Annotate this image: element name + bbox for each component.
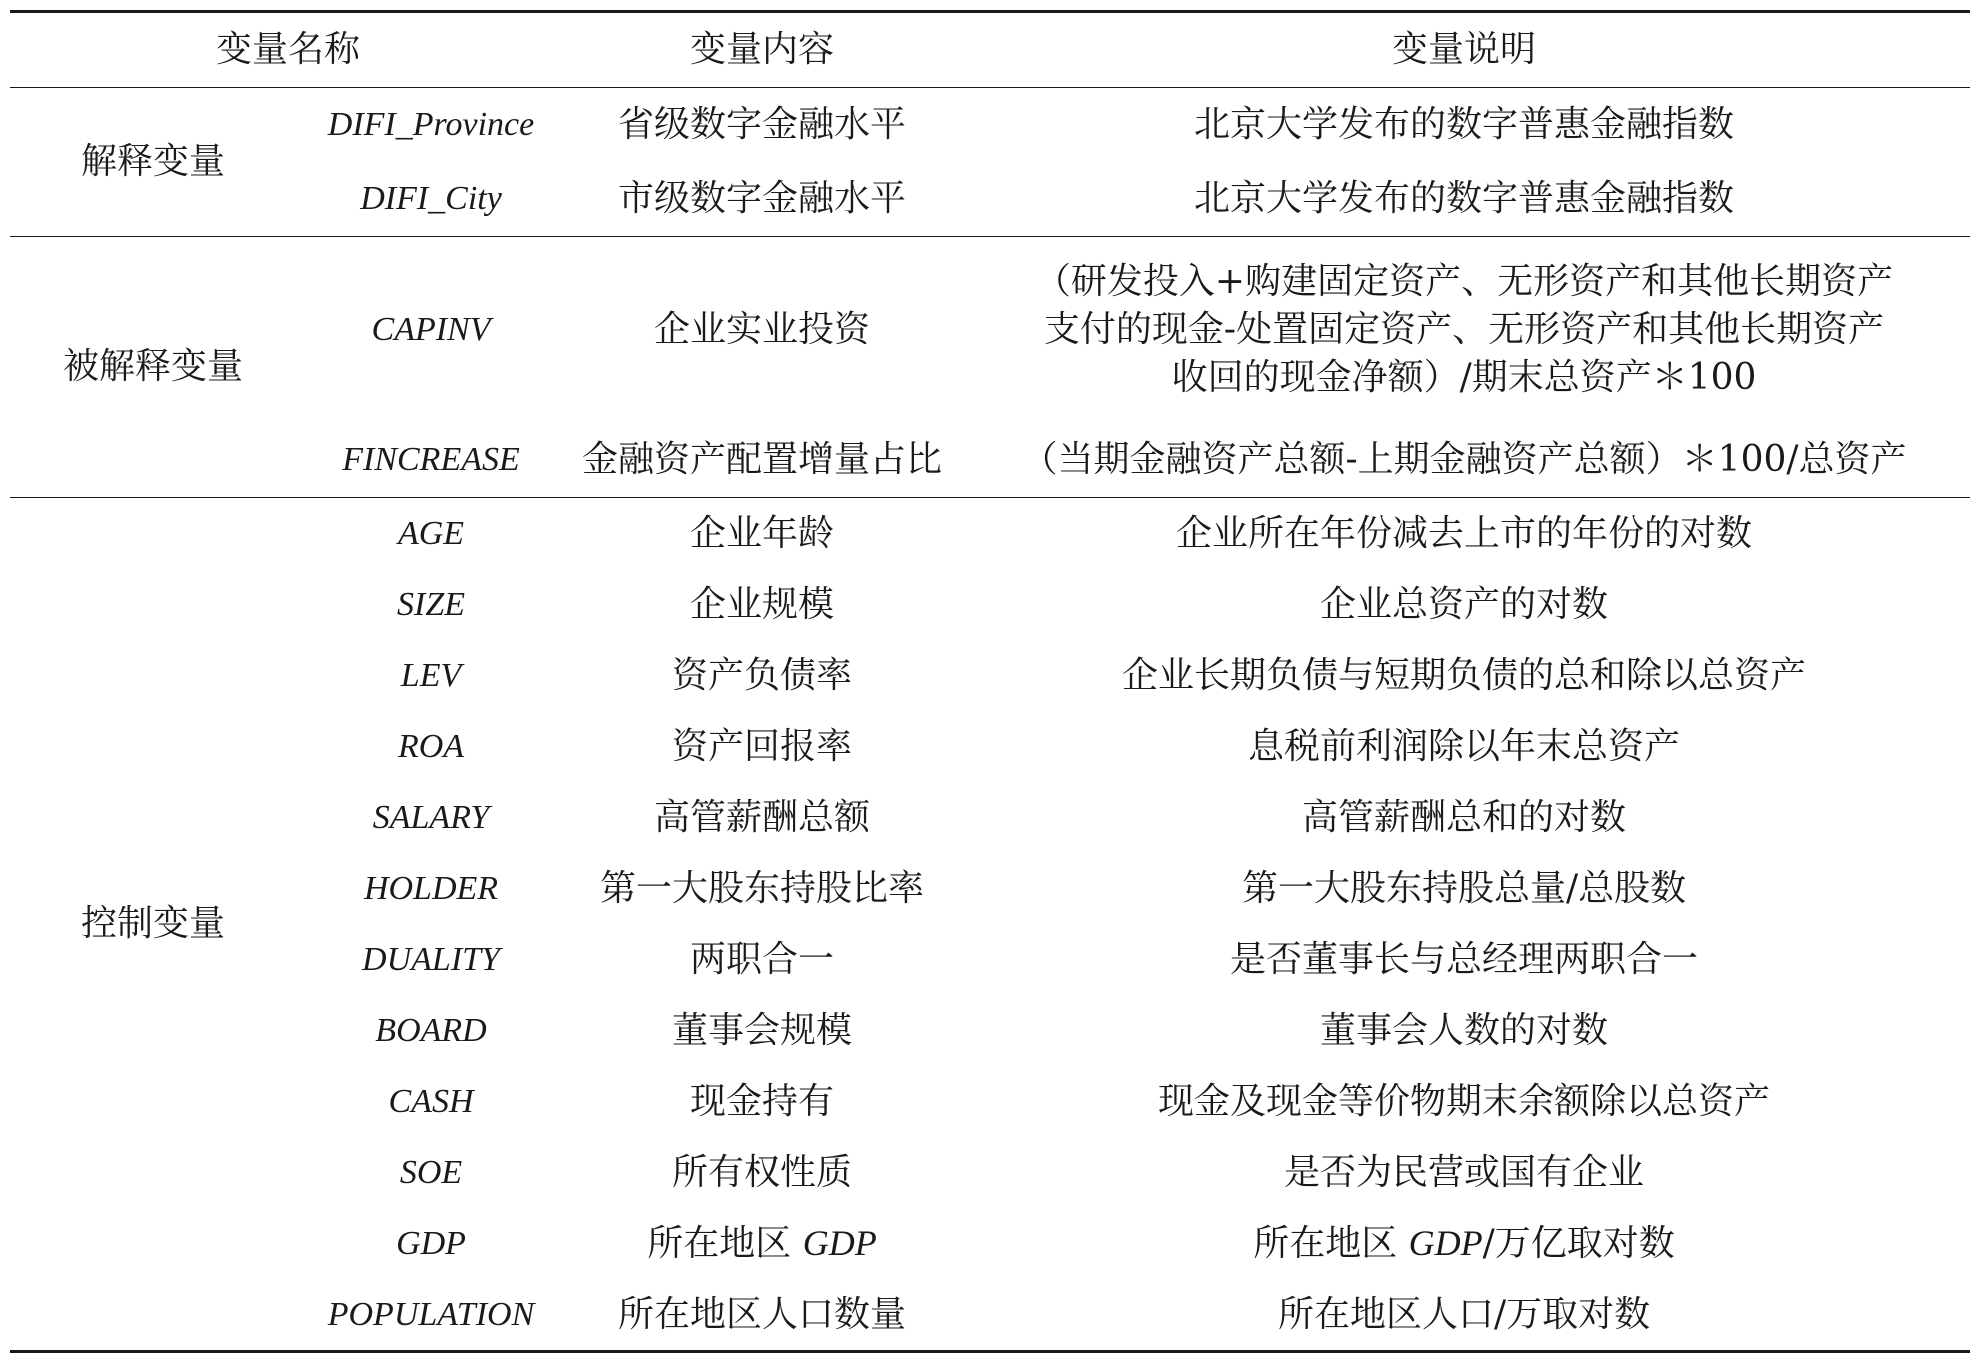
variable-description (958, 1208, 1970, 1279)
variable-content: 企业年龄 (690, 512, 835, 554)
variable-description: 企业所在年份减去上市的年份的对数 (1176, 512, 1753, 554)
variable-content: 资产负债率 (672, 654, 853, 696)
variable-name: DUALITY (362, 940, 500, 978)
variable-description: 企业总资产的对数 (1320, 583, 1609, 625)
variable-description: （当期金融资产总额-上期金融资产总额）＊100/总资产 (958, 423, 1970, 498)
variable-name: ROA (397, 727, 465, 765)
control-variables-block (10, 498, 1970, 1352)
table-row (10, 640, 1970, 711)
variable-name: FINCREASE (296, 423, 566, 498)
variable-description: 高管薪酬总和的对数 (1302, 796, 1627, 838)
header-variable-name: 变量名称 (10, 12, 566, 88)
variable-name: CAPINV (371, 311, 491, 348)
content-italic-term: GDP (802, 1223, 877, 1263)
group-label-explained: 被解释变量 (10, 237, 296, 498)
variable-content: 第一大股东持股比率 (600, 867, 925, 909)
group-label-explanatory: 解释变量 (10, 88, 296, 237)
table-row (10, 1208, 1970, 1279)
description-italic-term: GDP (1408, 1223, 1483, 1263)
variable-description: 是否为民营或国有企业 (1284, 1151, 1645, 1193)
variable-content: 两职合一 (690, 938, 835, 980)
variable-name: CASH (388, 1082, 474, 1120)
variable-description: 现金及现金等价物期末余额除以总资产 (1158, 1080, 1771, 1122)
table-row (10, 88, 1970, 163)
variable-name: POPULATION (296, 1279, 566, 1352)
table-row (10, 1066, 1970, 1137)
table-row (10, 924, 1970, 995)
variable-description: 北京大学发布的数字普惠金融指数 (1194, 104, 1735, 145)
table-row (10, 1137, 1970, 1208)
table-row (10, 569, 1970, 640)
variable-name: LEV (400, 656, 462, 694)
variable-name: SOE (399, 1153, 463, 1191)
variable-name: SALARY (372, 798, 490, 836)
variable-description: 北京大学发布的数字普惠金融指数 (958, 162, 1970, 237)
variable-name: DIFI_City (296, 162, 566, 237)
variable-content: 企业实业投资 (654, 309, 871, 350)
variable-name: BOARD (375, 1011, 487, 1049)
variable-content: 省级数字金融水平 (618, 104, 907, 145)
variable-content: 企业规模 (690, 583, 835, 625)
explanatory-variables-block (10, 88, 1970, 237)
variable-description: 第一大股东持股总量/总股数 (1241, 867, 1687, 909)
variable-description: 企业长期负债与短期负债的总和除以总资产 (1122, 654, 1807, 696)
variable-content: 金融资产配置增量占比 (566, 423, 958, 498)
variable-name: SIZE (397, 585, 465, 623)
variable-content: 现金持有 (690, 1080, 835, 1122)
variable-description: 所在地区人口/万取对数 (958, 1279, 1970, 1352)
header-variable-content: 变量内容 (566, 12, 958, 88)
variable-name: AGE (397, 514, 465, 552)
variable-name: DIFI_Province (327, 106, 535, 143)
table-row (10, 1279, 1970, 1352)
variable-content: 所在地区人口数量 (566, 1279, 958, 1352)
variable-content: 资产回报率 (672, 725, 853, 767)
variable-description: 董事会人数的对数 (1320, 1009, 1609, 1051)
variable-content: 市级数字金融水平 (566, 162, 958, 237)
variable-name: HOLDER (363, 869, 499, 907)
group-label-control: 控制变量 (10, 498, 296, 1352)
variable-content (566, 1208, 958, 1279)
description-line: 支付的现金-处置固定资产、无形资产和其他长期资产 (1043, 309, 1885, 350)
variable-definition-table (10, 10, 1970, 1353)
description-line: 收回的现金净额）/期末总资产＊100 (1171, 357, 1757, 398)
content-text: 所在地区 (647, 1223, 792, 1264)
table-row (10, 711, 1970, 782)
table-row (10, 498, 1970, 570)
description-text: 所在地区 (1253, 1223, 1398, 1264)
header-row (10, 12, 1970, 88)
table-row (10, 782, 1970, 853)
explained-variables-block (10, 237, 1970, 498)
description-text: /万亿取对数 (1482, 1223, 1675, 1264)
header-variable-description: 变量说明 (958, 12, 1970, 88)
variable-description (958, 237, 1970, 424)
variable-content: 高管薪酬总额 (654, 796, 871, 838)
variable-description: 是否董事长与总经理两职合一 (1230, 938, 1699, 980)
table-row (10, 162, 1970, 237)
variable-content: 董事会规模 (672, 1009, 853, 1051)
table-row (10, 853, 1970, 924)
table-row (10, 237, 1970, 424)
variable-description: 息税前利润除以年末总资产 (1248, 725, 1681, 767)
description-line: （研发投入+购建固定资产、无形资产和其他长期资产 (1034, 261, 1894, 302)
variable-content: 所有权性质 (672, 1151, 853, 1193)
table-row (10, 995, 1970, 1066)
variable-name: GDP (396, 1224, 466, 1262)
table-row (10, 423, 1970, 498)
